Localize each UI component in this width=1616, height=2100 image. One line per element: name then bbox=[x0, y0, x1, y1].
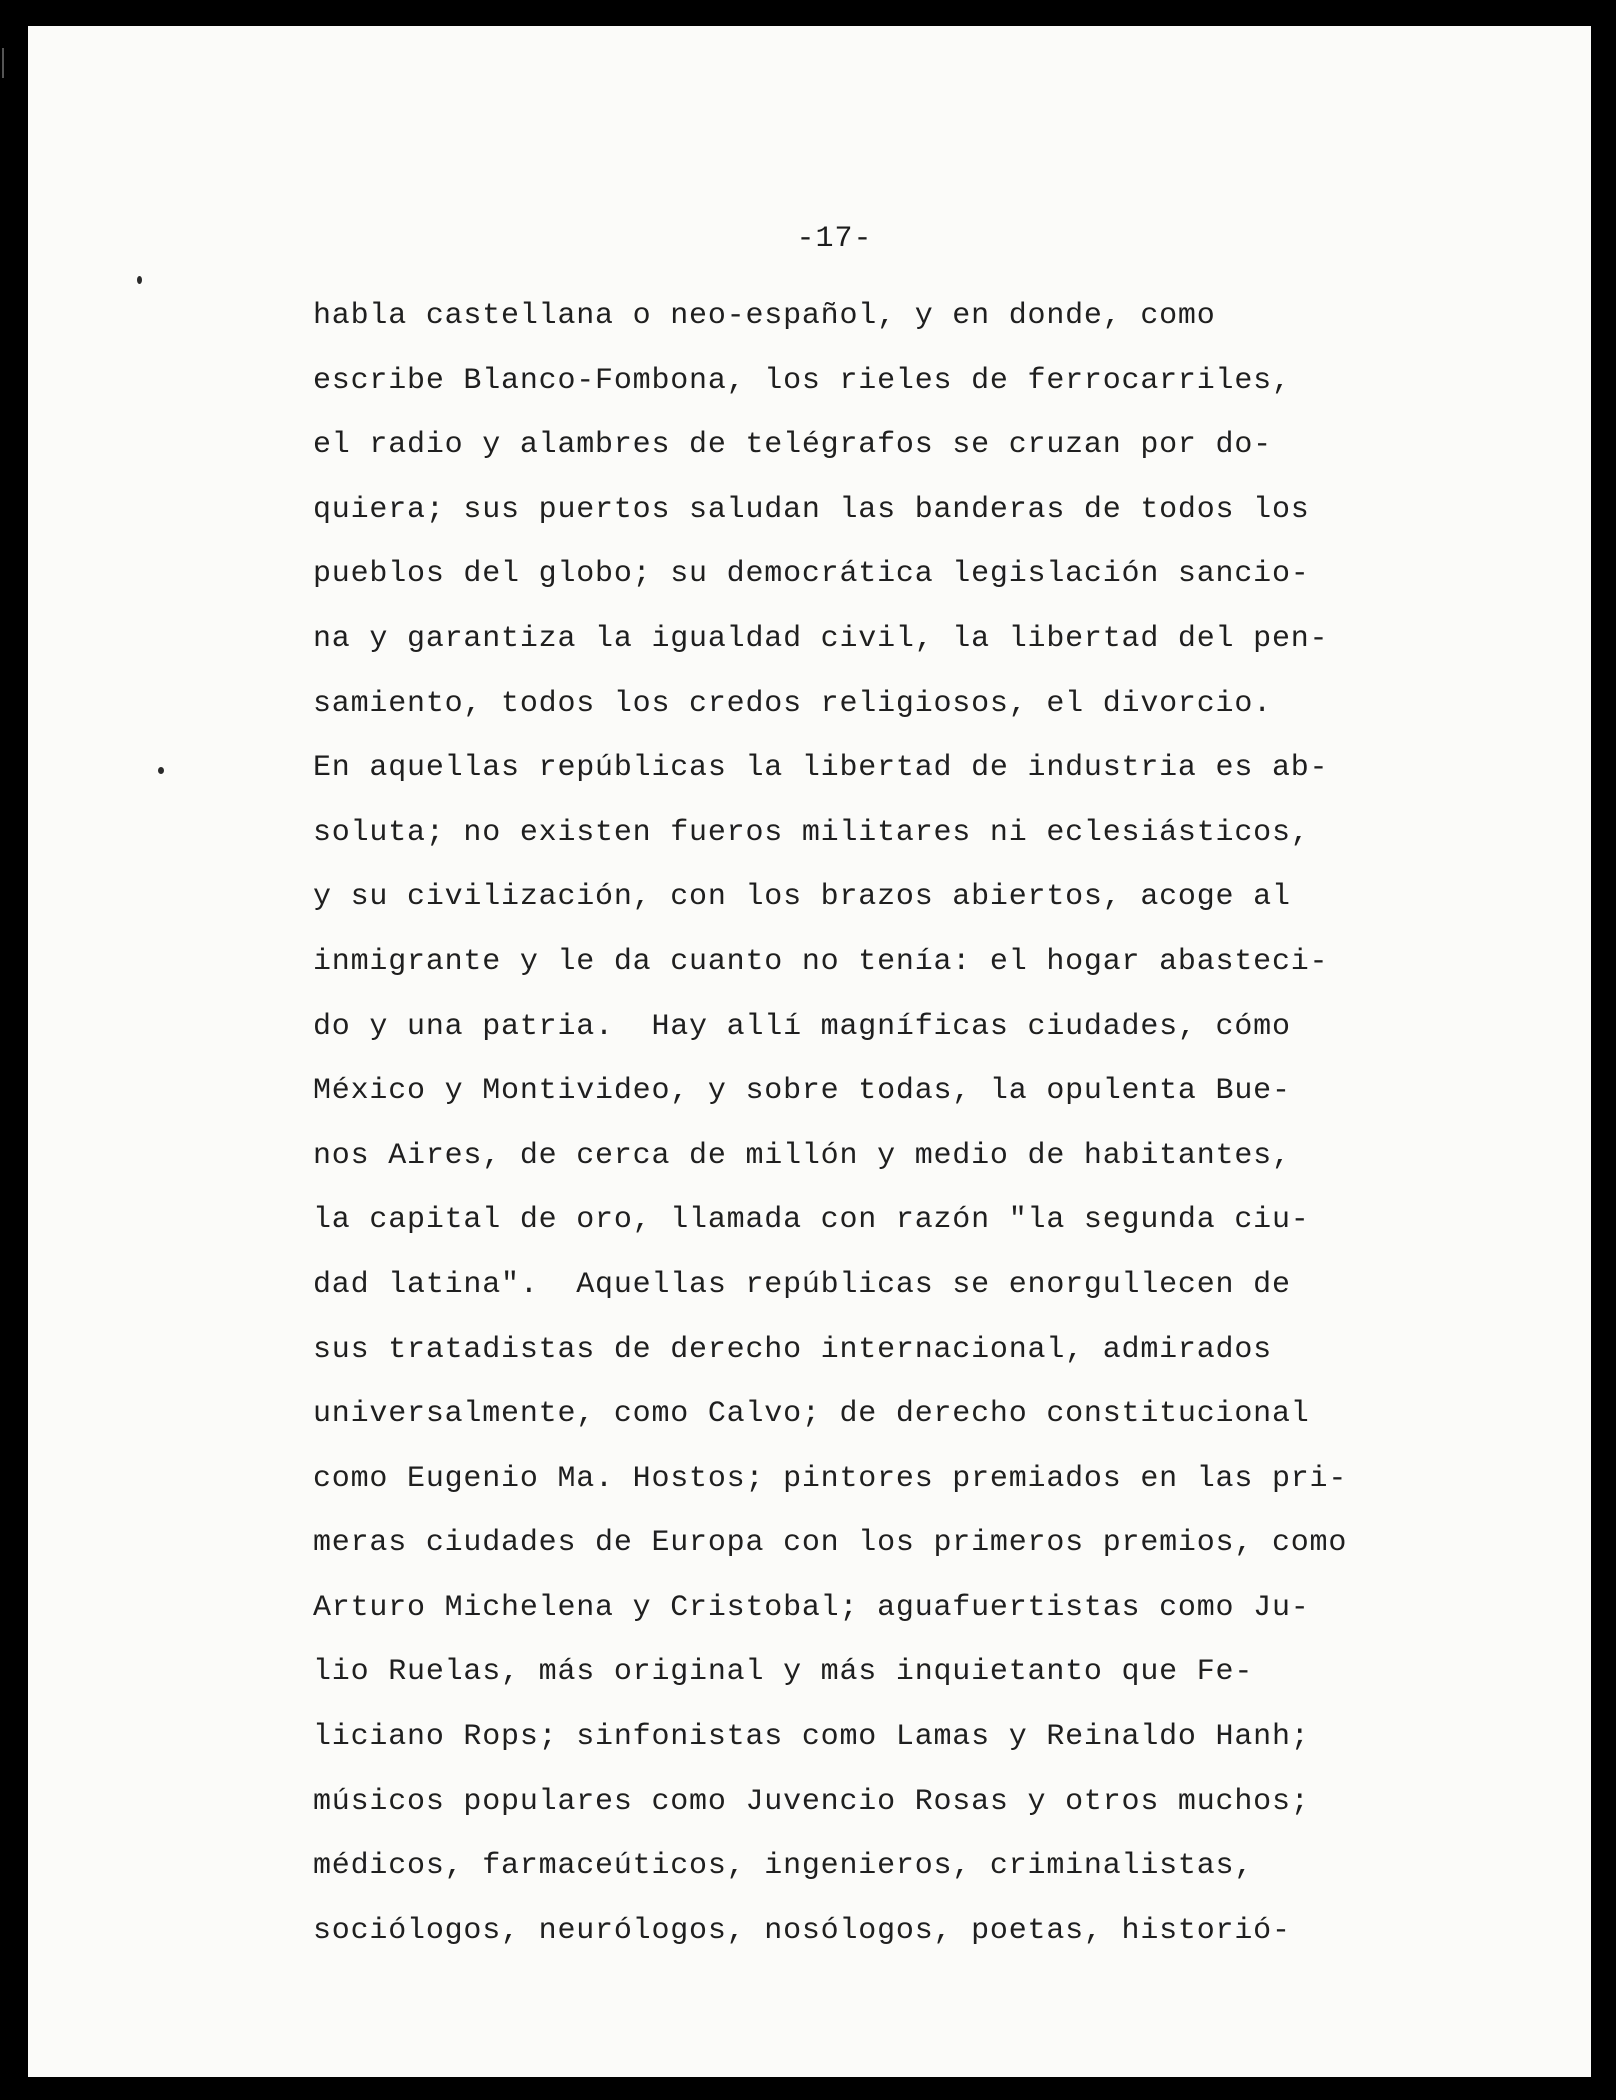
text-line: Arturo Michelena y Cristobal; aguafuertistas como Ju- bbox=[313, 1590, 1310, 1625]
text-line: escribe Blanco-Fombona, los rieles de ferrocarriles, bbox=[313, 363, 1291, 398]
text-line: universalmente, como Calvo; de derecho constitucional bbox=[313, 1397, 1310, 1432]
text-line: na y garantiza la igualdad civil, la libertad del pen- bbox=[313, 621, 1329, 656]
text-line: soluta; no existen fueros militares ni eclesiásticos, bbox=[313, 815, 1310, 850]
margin-speck bbox=[158, 767, 164, 774]
text-line: lio Ruelas, más original y más inquietanto que Fe- bbox=[313, 1655, 1254, 1690]
text-line: liciano Rops; sinfonistas como Lamas y Reinaldo Hanh; bbox=[313, 1720, 1310, 1755]
text-line: nos Aires, de cerca de millón y medio de habitantes, bbox=[313, 1138, 1291, 1173]
text-line: México y Montivideo, y sobre todas, la opulenta Bue- bbox=[313, 1074, 1291, 1109]
document-page bbox=[28, 26, 1591, 2077]
text-line: músicos populares como Juvencio Rosas y otros muchos; bbox=[313, 1784, 1310, 1819]
body-text bbox=[313, 284, 1433, 1963]
text-line: pueblos del globo; su democrática legislación sancio- bbox=[313, 557, 1310, 592]
text-line: sociólogos, neurólogos, nosólogos, poetas, historió- bbox=[313, 1913, 1291, 1948]
text-line: la capital de oro, llamada con razón "la segunda ciu- bbox=[313, 1203, 1310, 1238]
text-line: meras ciudades de Europa con los primeros premios, como bbox=[313, 1526, 1348, 1561]
text-line: quiera; sus puertos saludan las banderas de todos los bbox=[313, 492, 1310, 527]
scan-edge-mark bbox=[2, 48, 4, 78]
text-line: En aquellas repúblicas la libertad de industria es ab- bbox=[313, 751, 1329, 786]
text-line: samiento, todos los credos religiosos, el divorcio. bbox=[313, 686, 1272, 721]
text-line: habla castellana o neo-español, y en donde, como bbox=[313, 299, 1216, 333]
text-line: do y una patria. Hay allí magníficas ciudades, cómo bbox=[313, 1009, 1291, 1044]
text-line: como Eugenio Ma. Hostos; pintores premiados en las pri- bbox=[313, 1461, 1348, 1496]
margin-speck bbox=[137, 276, 142, 284]
text-line: el radio y alambres de telégrafos se cruzan por do- bbox=[313, 428, 1272, 463]
text-line: inmigrante y le da cuanto no tenía: el hogar abasteci- bbox=[313, 944, 1329, 979]
text-line: sus tratadistas de derecho internacional, admirados bbox=[313, 1332, 1272, 1367]
text-line: dad latina". Aquellas repúblicas se enorgullecen de bbox=[313, 1267, 1291, 1302]
text-line: y su civilización, con los brazos abiertos, acoge al bbox=[313, 880, 1291, 915]
page-number: -17- bbox=[796, 222, 873, 256]
text-line: médicos, farmaceúticos, ingenieros, criminalistas, bbox=[313, 1849, 1254, 1884]
